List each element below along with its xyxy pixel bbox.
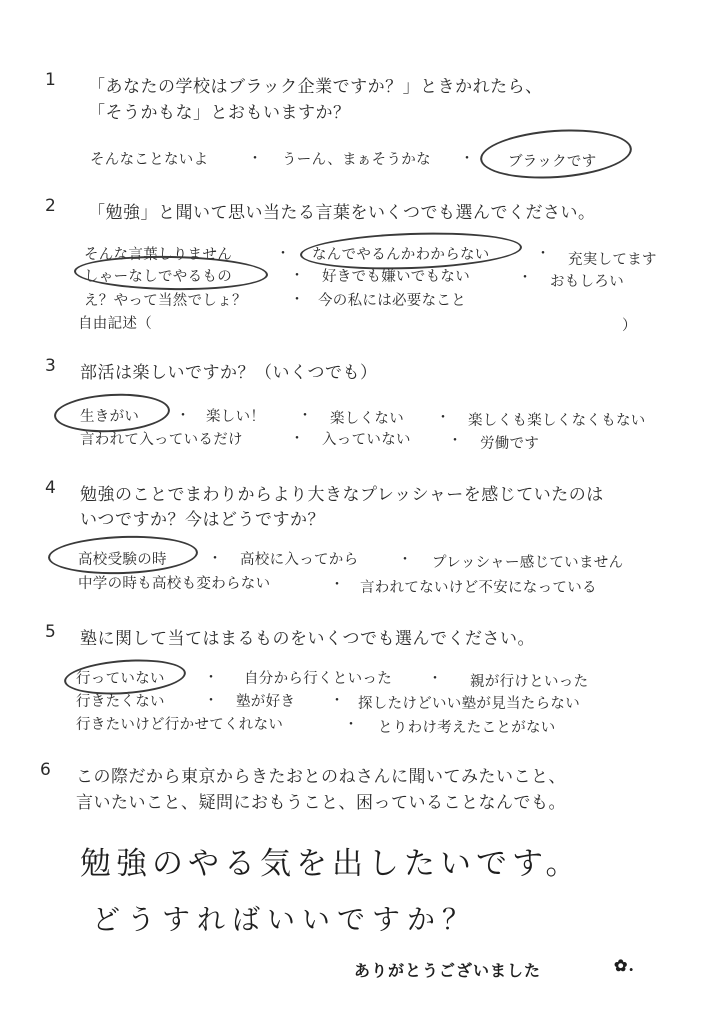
q5-option-1[interactable]: 行っていない [76,671,165,687]
question-2-number: 2 [45,196,56,216]
q5-option-4[interactable]: 行きたくない [76,694,165,710]
separator: ・ [276,246,290,262]
q3-option-7[interactable]: 労働です [480,436,540,452]
separator: ・ [428,671,442,687]
flower-doodle-icon: ✿. [614,956,635,975]
q1-option-2[interactable]: うーん、まぁそうかな [282,152,431,168]
q2-free-text-close: ） [622,318,637,334]
separator: ・ [298,408,312,424]
separator: ・ [460,151,474,167]
q3-option-6[interactable]: 入っていない [322,432,411,448]
question-6-number: 6 [40,760,51,780]
q4-option-2[interactable]: 高校に入ってから [240,552,359,568]
question-4-text-line1: 勉強のことでまわりからより大きなプレッシャーを感じていたのは [80,485,604,505]
question-6-text-line1: この際だから東京からきたおとのねさんに聞いてみたいこと、 [76,767,566,787]
question-6-text-line2: 言いたいこと、疑問におもうこと、困っていることなんでも。 [76,793,566,813]
q2-free-text-label: 自由記述（ [78,316,152,332]
separator: ・ [344,717,358,733]
separator: ・ [330,693,344,709]
question-3-text: 部活は楽しいですか？（いくつでも） [80,363,378,383]
separator: ・ [248,151,262,167]
q5-option-6[interactable]: 探したけどいい塾が見当たらない [358,696,580,712]
separator: ・ [204,670,218,686]
q5-option-8[interactable]: とりわけ考えたことがない [378,720,556,736]
separator: ・ [208,551,222,567]
q3-option-5[interactable]: 言われて入っているだけ [80,432,243,448]
separator: ・ [290,431,304,447]
question-1-number: 1 [45,70,56,90]
separator: ・ [330,577,344,593]
question-4-text-line2: いつですか？今はどうですか？ [80,510,325,530]
question-2-text: 「勉強」と聞いて思い当たる言葉をいくつでも選んでください。 [88,203,596,223]
q2-option-3[interactable]: 充実してます [568,252,657,268]
separator: ・ [290,268,304,284]
separator: ・ [518,270,532,286]
question-1-text-line1: 「あなたの学校はブラック企業ですか？」ときかれたら、 [88,77,543,97]
q2-option-6[interactable]: おもしろい [550,274,624,290]
separator: ・ [176,408,190,424]
question-3-number: 3 [45,356,56,376]
question-5-number: 5 [45,622,56,642]
q2-option-8[interactable]: 今の私には必要なこと [318,293,466,309]
q4-option-1[interactable]: 高校受験の時 [78,552,167,568]
separator: ・ [398,552,412,568]
separator: ・ [436,410,450,426]
separator: ・ [536,246,550,262]
separator: ・ [290,292,304,308]
q3-option-3[interactable]: 楽しくない [330,411,404,427]
q2-option-4[interactable]: しゃーなしでやるもの [84,269,232,285]
q4-option-3[interactable]: プレッシャー感じていません [432,555,624,571]
q5-option-2[interactable]: 自分から行くといった [244,671,392,687]
question-4-number: 4 [45,478,56,498]
q4-option-5[interactable]: 言われてないけど不安になっている [360,580,597,596]
question-1-text-line2: 「そうかもな」とおもいますか？ [88,103,351,123]
q1-option-3[interactable]: ブラックです [508,154,597,170]
q2-option-1[interactable]: そんな言葉しりません [84,247,232,263]
handwritten-thanks: ありがとうございました [354,961,542,980]
q3-option-4[interactable]: 楽しくも楽しくなくもない [468,413,646,429]
q3-option-1[interactable]: 生きがい [80,409,140,425]
handwritten-answer-line1: 勉強のやる気を出したいです。 [80,846,582,882]
q2-option-7[interactable]: え？やって当然でしょ？ [84,293,247,309]
q5-option-7[interactable]: 行きたいけど行かせてくれない [76,717,284,733]
q4-option-4[interactable]: 中学の時も高校も変わらない [78,576,271,592]
q3-option-2[interactable]: 楽しい！ [206,409,266,425]
separator: ・ [204,693,218,709]
q5-option-5[interactable]: 塾が好き [236,694,296,710]
q2-option-5[interactable]: 好きでも嫌いでもない [322,269,470,285]
question-5-text: 塾に関して当てはまるものをいくつでも選んでください。 [80,629,535,649]
separator: ・ [448,433,462,449]
q5-option-3[interactable]: 親が行けといった [470,674,589,690]
handwritten-answer-line2: どうすればいいですか？ [92,903,478,936]
q1-option-1[interactable]: そんなことないよ [90,152,209,168]
q2-option-2[interactable]: なんでやるんかわからない [312,247,490,263]
